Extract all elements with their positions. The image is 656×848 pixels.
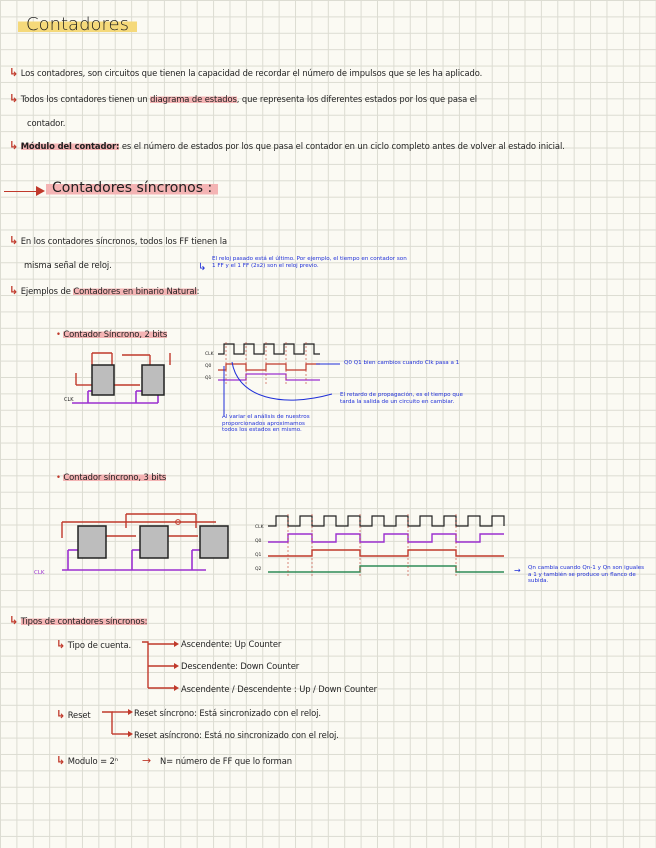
bullet-arrow-icon: ↳ — [56, 638, 66, 651]
tipo-item-updown: Ascendente / Descendente : Up / Down Counter — [181, 684, 377, 694]
section-arrow-icon — [4, 186, 46, 192]
tipo-item-asc: Ascendente: Up Counter — [181, 639, 282, 649]
tipo-branch-arrows — [140, 640, 180, 692]
reset-branch-arrows — [100, 708, 134, 738]
example2-circuit-diagram — [58, 345, 188, 415]
modulo-arrow-icon: → — [142, 754, 152, 767]
example3-clk-label: CLK — [34, 570, 45, 576]
note-arrow-icon: ↳ — [198, 262, 207, 273]
sync-line-2: misma señal de reloj. — [24, 260, 112, 270]
examples-line: ↳ Ejemplos de Contadores en binario Natural: — [9, 284, 200, 297]
types-tipo: ↳ Tipo de cuenta. — [56, 638, 132, 651]
example2-note-right: Q0 Q1 bien cambios cuando Clk pasa a 1 — [344, 360, 460, 366]
example3-note-arrow-icon: → — [514, 566, 521, 575]
bullet-arrow-icon: ↳ — [9, 284, 19, 297]
example2-clk-label: CLK — [64, 397, 74, 403]
example2-note-delay: El retardo de propagación, es el tiempo que tarda la salida de un circuito en cambiar. — [340, 392, 463, 405]
bullet-arrow-icon: ↳ — [9, 614, 19, 627]
types-modulo: ↳ Modulo = 2ⁿ — [56, 754, 119, 767]
tipo-item-desc: Descendente: Down Counter — [181, 661, 300, 671]
bullet-arrow-icon: ↳ — [9, 92, 19, 105]
bullet-arrow-icon: ↳ — [9, 139, 19, 152]
intro-line-1: ↳ Los contadores, son circuitos que tienen la capacidad de recordar el número de impulsos que se les ha aplicado. — [9, 66, 483, 79]
page-title: Contadores — [18, 14, 137, 35]
example2-note-bottom: Al variar el análisis de nuestros proporcionados aproximamos todos los estados en mismo. — [222, 414, 310, 433]
example3-title: • Contador síncrono, 3 bits — [56, 472, 167, 482]
sync-line-1: ↳ En los contadores síncronos, todos los FF tienen la — [9, 234, 228, 247]
example2-title: • Contador Síncrono, 2 bits — [56, 329, 168, 339]
reset-item-async: Reset asíncrono: Está no sincronizado con el reloj. — [134, 730, 339, 740]
example3-note-right: Qn cambia cuando Qn-1 y Qn son iguales a 1 y también se produce un flanco de subida. — [528, 565, 645, 584]
types-heading: ↳ Tipos de contadores síncronos: — [9, 614, 148, 627]
bullet-arrow-icon: ↳ — [9, 234, 19, 247]
sync-note: El reloj pasado está el último. Por ejemplo, el tiempo en contador son 1 FF y el 1 FF (2s2) son el reloj previo. — [212, 256, 407, 269]
section-title: Contadores síncronos : — [46, 180, 218, 196]
example3-signal-labels: CLK Q0 Q1 Q2 — [255, 525, 264, 572]
intro-line-4: ↳ Módulo del contador: es el número de estados por los que pasa el contador en un ciclo completo antes de volver al estado inicial. — [9, 139, 565, 152]
modulo-desc: N= número de FF que lo forman — [160, 756, 292, 766]
example2-signal-labels: CLK Q0 Q1 — [205, 352, 214, 381]
intro-line-2: ↳ Todos los contadores tienen un diagrama de estados, que representa los diferentes estados por los que pasa el — [9, 92, 478, 105]
example2-annotation-arrows — [222, 358, 342, 414]
intro-line-3: contador. — [27, 118, 66, 128]
example3-circuit-diagram — [36, 508, 236, 580]
bullet-arrow-icon: ↳ — [56, 708, 66, 721]
bullet-arrow-icon: ↳ — [9, 66, 19, 79]
types-reset: ↳ Reset — [56, 708, 91, 721]
example3-timing-diagram — [254, 512, 514, 580]
reset-item-sync: Reset síncrono: Está sincronizado con el reloj. — [134, 708, 321, 718]
bullet-arrow-icon: ↳ — [56, 754, 66, 767]
